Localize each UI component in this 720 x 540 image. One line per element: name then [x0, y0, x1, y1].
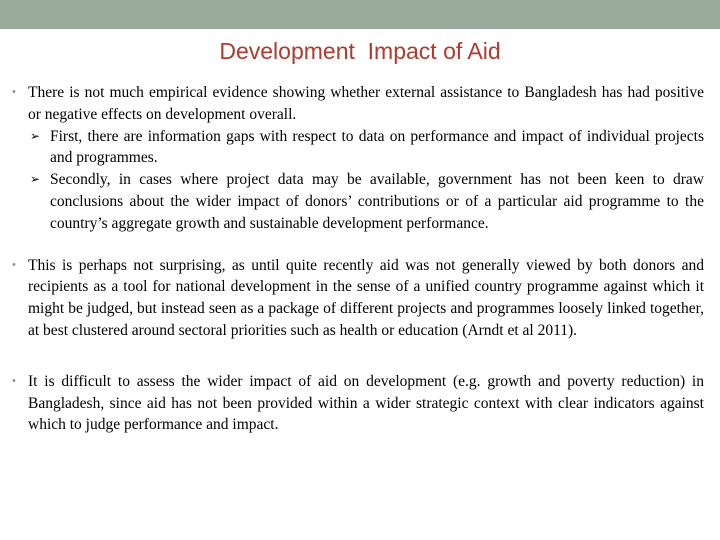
sub-bullet-point [12, 169, 704, 234]
bullet-point [12, 255, 704, 342]
sub-bullet-point [12, 126, 704, 170]
bullet-dot-icon: • [12, 374, 16, 387]
bullet-text: There is not much empirical evidence showing whether external assistance to Bangladesh has had positive or negative effects on development overall. [28, 84, 704, 123]
bullet-text: This is perhaps not surprising, as until quite recently aid was not generally viewed by both donors and recipients as a tool for national development in the sense of a unified country programme against which it might be judged, but instead seen as a package of different projects and programmes loosely linked together, at best clustered around sectoral priorities such as health or education (Arndt et al 2011). [28, 256, 704, 339]
bullet-dot-icon: • [12, 258, 16, 271]
bullet-point [12, 82, 704, 126]
header-bar [0, 0, 720, 29]
arrow-bullet-icon: ➢ [30, 128, 41, 143]
sub-bullet-text: First, there are information gaps with respect to data on performance and impact of individual projects and programmes. [50, 127, 704, 167]
bullet-point [12, 371, 704, 436]
bullet-text: It is difficult to assess the wider impact of aid on development (e.g. growth and poverty reduction) in Bangladesh, since aid has not been provided within a wider strategic context with clear indicators against which to judge performance and impact. [28, 372, 704, 434]
arrow-bullet-icon: ➢ [30, 172, 41, 187]
sub-bullet-text: Secondly, in cases where project data may be available, government has not been keen to draw conclusions about the wider impact of donors’ contributions or of a particular aid programme to the country’s aggregate growth and sustainable development performance. [50, 171, 704, 232]
bullet-dot-icon: • [12, 86, 16, 98]
slide-title: Development Impact of Aid [219, 38, 501, 64]
slide-body [12, 82, 704, 436]
